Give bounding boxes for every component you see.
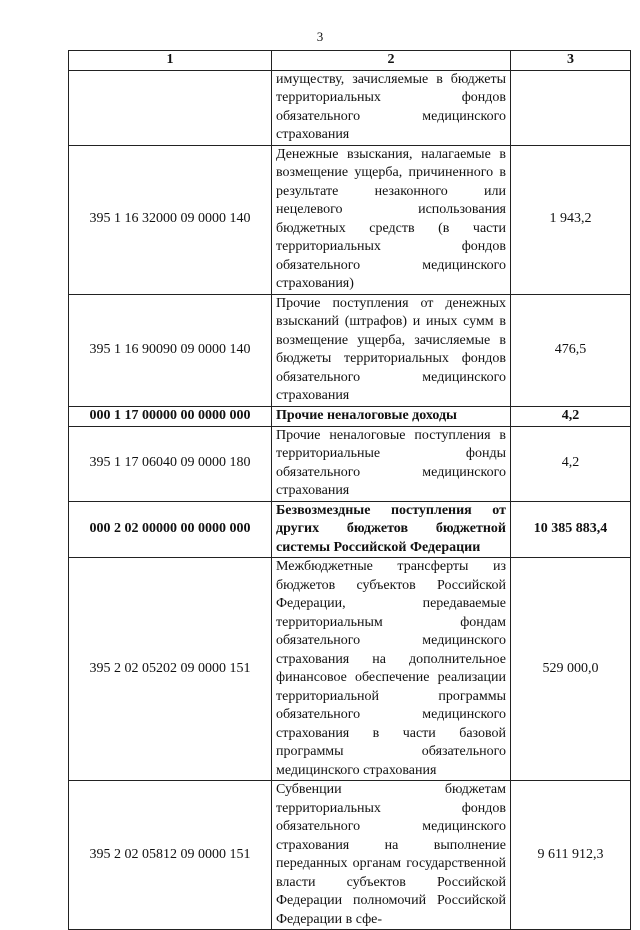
row-code: 000 1 17 00000 00 0000 000 — [69, 406, 272, 426]
row-amount: 4,2 — [511, 406, 631, 426]
row-amount: 1 943,2 — [511, 145, 631, 294]
table-row — [69, 558, 631, 781]
row-code: 395 1 16 32000 09 0000 140 — [69, 145, 272, 294]
table-row — [69, 145, 631, 294]
row-code: 000 2 02 00000 00 0000 000 — [69, 501, 272, 558]
table-row — [69, 406, 631, 426]
row-code — [69, 70, 272, 145]
row-name: Прочие поступления от денежных взысканий (штрафов) и иных сумм в возмещение ущерба, зачисляемые в бюджеты территориальных фондов обязательного медицинского страхования — [272, 294, 511, 406]
row-name: имуществу, зачисляемые в бюджеты территориальных фондов обязательного медицинского страхования — [272, 70, 511, 145]
column-header-name: 2 — [272, 51, 511, 71]
column-header-amount: 3 — [511, 51, 631, 71]
budget-revenue-table — [68, 50, 631, 930]
row-amount: 476,5 — [511, 294, 631, 406]
row-amount: 9 611 912,3 — [511, 781, 631, 930]
row-name: Прочие неналоговые поступления в территориальные фонды обязательного медицинского страхования — [272, 426, 511, 501]
row-amount — [511, 70, 631, 145]
page-number: 3 — [316, 29, 324, 44]
row-amount: 4,2 — [511, 426, 631, 501]
row-name: Безвозмездные поступления от других бюджетов бюджетной системы Российской Федерации — [272, 501, 511, 558]
row-code: 395 2 02 05812 09 0000 151 — [69, 781, 272, 930]
row-name: Субвенции бюджетам территориальных фондов обязательного медицинского страхования на выполнение переданных органам государственной власти субъектов Российской Федерации полномочий Российской Федерации в сфе- — [272, 781, 511, 930]
column-header-code: 1 — [69, 51, 272, 71]
row-name: Прочие неналоговые доходы — [272, 406, 511, 426]
row-amount: 10 385 883,4 — [511, 501, 631, 558]
row-code: 395 1 16 90090 09 0000 140 — [69, 294, 272, 406]
table-header-row — [69, 51, 631, 71]
row-amount: 529 000,0 — [511, 558, 631, 781]
table-row — [69, 501, 631, 558]
row-name: Межбюджетные трансферты из бюджетов субъектов Российской Федерации, передаваемые территориальным фондам обязательного медицинского страхования на дополнительное финансовое обеспечение реализации территориальной программы обязательного медицинского страхования в части базовой программы обязательного медицинского страхования — [272, 558, 511, 781]
table-row — [69, 294, 631, 406]
table-row — [69, 70, 631, 145]
row-name: Денежные взыскания, налагаемые в возмещение ущерба, причиненного в результате незаконного или нецелевого использования бюджетных средств (в части территориальных фондов обязательного медицинского страхования) — [272, 145, 511, 294]
table-row — [69, 426, 631, 501]
row-code: 395 2 02 05202 09 0000 151 — [69, 558, 272, 781]
row-code: 395 1 17 06040 09 0000 180 — [69, 426, 272, 501]
table-row — [69, 781, 631, 930]
